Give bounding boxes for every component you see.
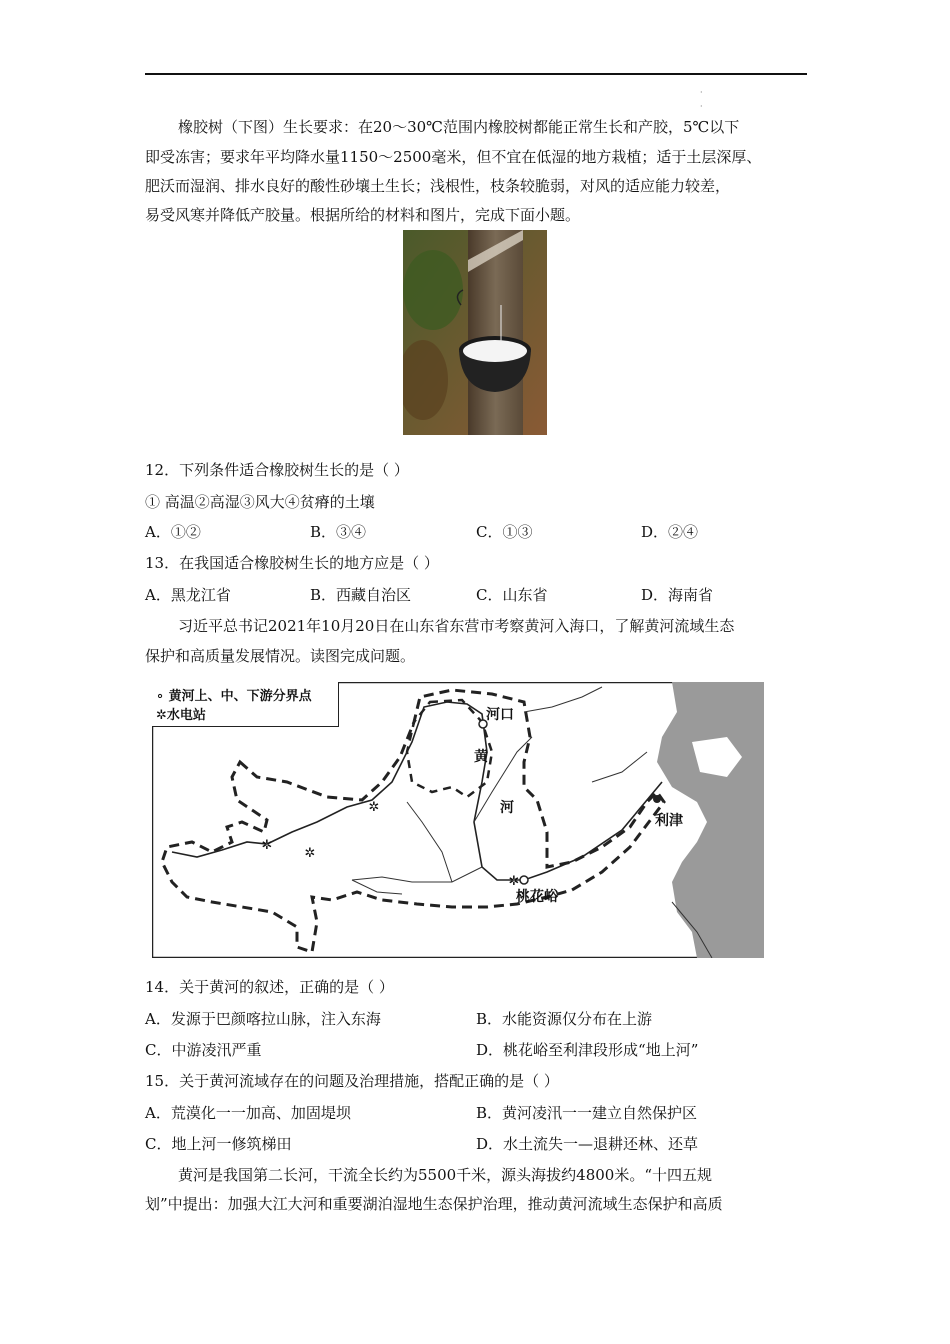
- context3-line: 划”中提出：加强大江大河和重要湖泊湿地生态保护治理，推动黄河流域生态保护和高质: [145, 1195, 723, 1213]
- scan-dot: ·: [700, 88, 703, 97]
- svg-text:✲: ✲: [508, 874, 520, 889]
- q13-option-b[interactable]: B．西藏自治区: [310, 586, 412, 604]
- intro-line: 即受冻害；要求年平均降水量1150～2500毫米，但不宜在低湿的地方栽植；适于土层深厚、: [145, 148, 762, 166]
- map-legend: [152, 682, 339, 727]
- q15-option-d[interactable]: D．水土流失一—退耕还林、还草: [476, 1135, 699, 1153]
- lijin-point: [653, 795, 661, 803]
- svg-text:✲: ✲: [368, 800, 380, 815]
- q14-option-d[interactable]: D．桃花峪至利津段形成“地上河”: [476, 1041, 699, 1059]
- q12-option-b[interactable]: B．③④: [310, 523, 367, 541]
- q13-stem: 13．在我国适合橡胶树生长的地方应是（ ）: [145, 554, 439, 572]
- q14-option-b[interactable]: B．水能资源仅分布在上游: [476, 1010, 653, 1028]
- legend-boundary-label: 黄河上、中、下游分界点: [168, 689, 312, 704]
- intro-line: 易受风寒并降低产胶量。根据所给的材料和图片，完成下面小题。: [145, 206, 581, 224]
- context2-line: 保护和高质量发展情况。读图完成问题。: [145, 647, 416, 665]
- legend-hydropower-label: 水电站: [166, 708, 206, 723]
- q12-conditions: ① 高温②高湿③风大④贫瘠的土壤: [145, 493, 375, 511]
- map-label-hekou: 河口: [486, 707, 514, 723]
- svg-text:✲: ✲: [304, 846, 316, 861]
- q14-option-c[interactable]: C．中游凌汛严重: [145, 1041, 262, 1059]
- hydropower-station-icon: [305, 846, 316, 861]
- map-label-lijin: 利津: [655, 813, 683, 829]
- q14-stem: 14．关于黄河的叙述，正确的是（ ）: [145, 978, 394, 996]
- q15-stem: 15．关于黄河流域存在的问题及治理措施，搭配正确的是（ ）: [145, 1072, 559, 1090]
- q14-option-a[interactable]: A．发源于巴颜喀拉山脉，注入东海: [145, 1010, 381, 1028]
- hydropower-station-icon: [369, 800, 380, 815]
- intro-line: 肥沃而湿润、排水良好的酸性砂壤土生长；浅根性，枝条较脆弱，对风的适应能力较差，: [145, 177, 731, 195]
- map-label-taohuayu: 桃花峪: [516, 889, 558, 905]
- q15-option-c[interactable]: C．地上河一修筑梯田: [145, 1135, 292, 1153]
- q12-stem: 12．下列条件适合橡胶树生长的是（ ）: [145, 461, 409, 479]
- map-label-huang: 黄: [474, 749, 488, 765]
- context2-line: 习近平总书记2021年10月20日在山东省东营市考察黄河入海口，了解黄河流域生态: [178, 617, 735, 635]
- q12-option-a[interactable]: A．①②: [145, 523, 201, 541]
- header-rule: [145, 73, 807, 75]
- intro-line: 橡胶树（下图）生长要求：在20～30℃范围内橡胶树都能正常生长和产胶，5℃以下: [178, 118, 740, 136]
- context3-line: 黄河是我国第二长河，干流全长约为5500千米，源头海拔约4800米。“十四五规: [178, 1166, 713, 1184]
- q13-option-a[interactable]: A．黑龙江省: [145, 586, 231, 604]
- q15-option-a[interactable]: A．荒漠化一一加高、加固堤坝: [145, 1104, 351, 1122]
- q15-option-b[interactable]: B．黄河凌汛一一建立自然保护区: [476, 1104, 698, 1122]
- q13-option-d[interactable]: D．海南省: [641, 586, 714, 604]
- scan-dot: ·: [700, 102, 703, 111]
- q12-option-c[interactable]: C．①③: [476, 523, 533, 541]
- hydropower-icon: ✲: [156, 708, 167, 723]
- hydropower-station-icon: [262, 838, 273, 853]
- q13-option-c[interactable]: C．山东省: [476, 586, 548, 604]
- q12-option-d[interactable]: D．②④: [641, 523, 699, 541]
- map-label-he: 河: [500, 800, 514, 816]
- rubber-tree-photo: [403, 230, 547, 435]
- boundary-point-icon: ∘: [156, 689, 165, 704]
- svg-text:✲: ✲: [261, 838, 273, 853]
- boundary-point-taohuayu: [520, 876, 528, 884]
